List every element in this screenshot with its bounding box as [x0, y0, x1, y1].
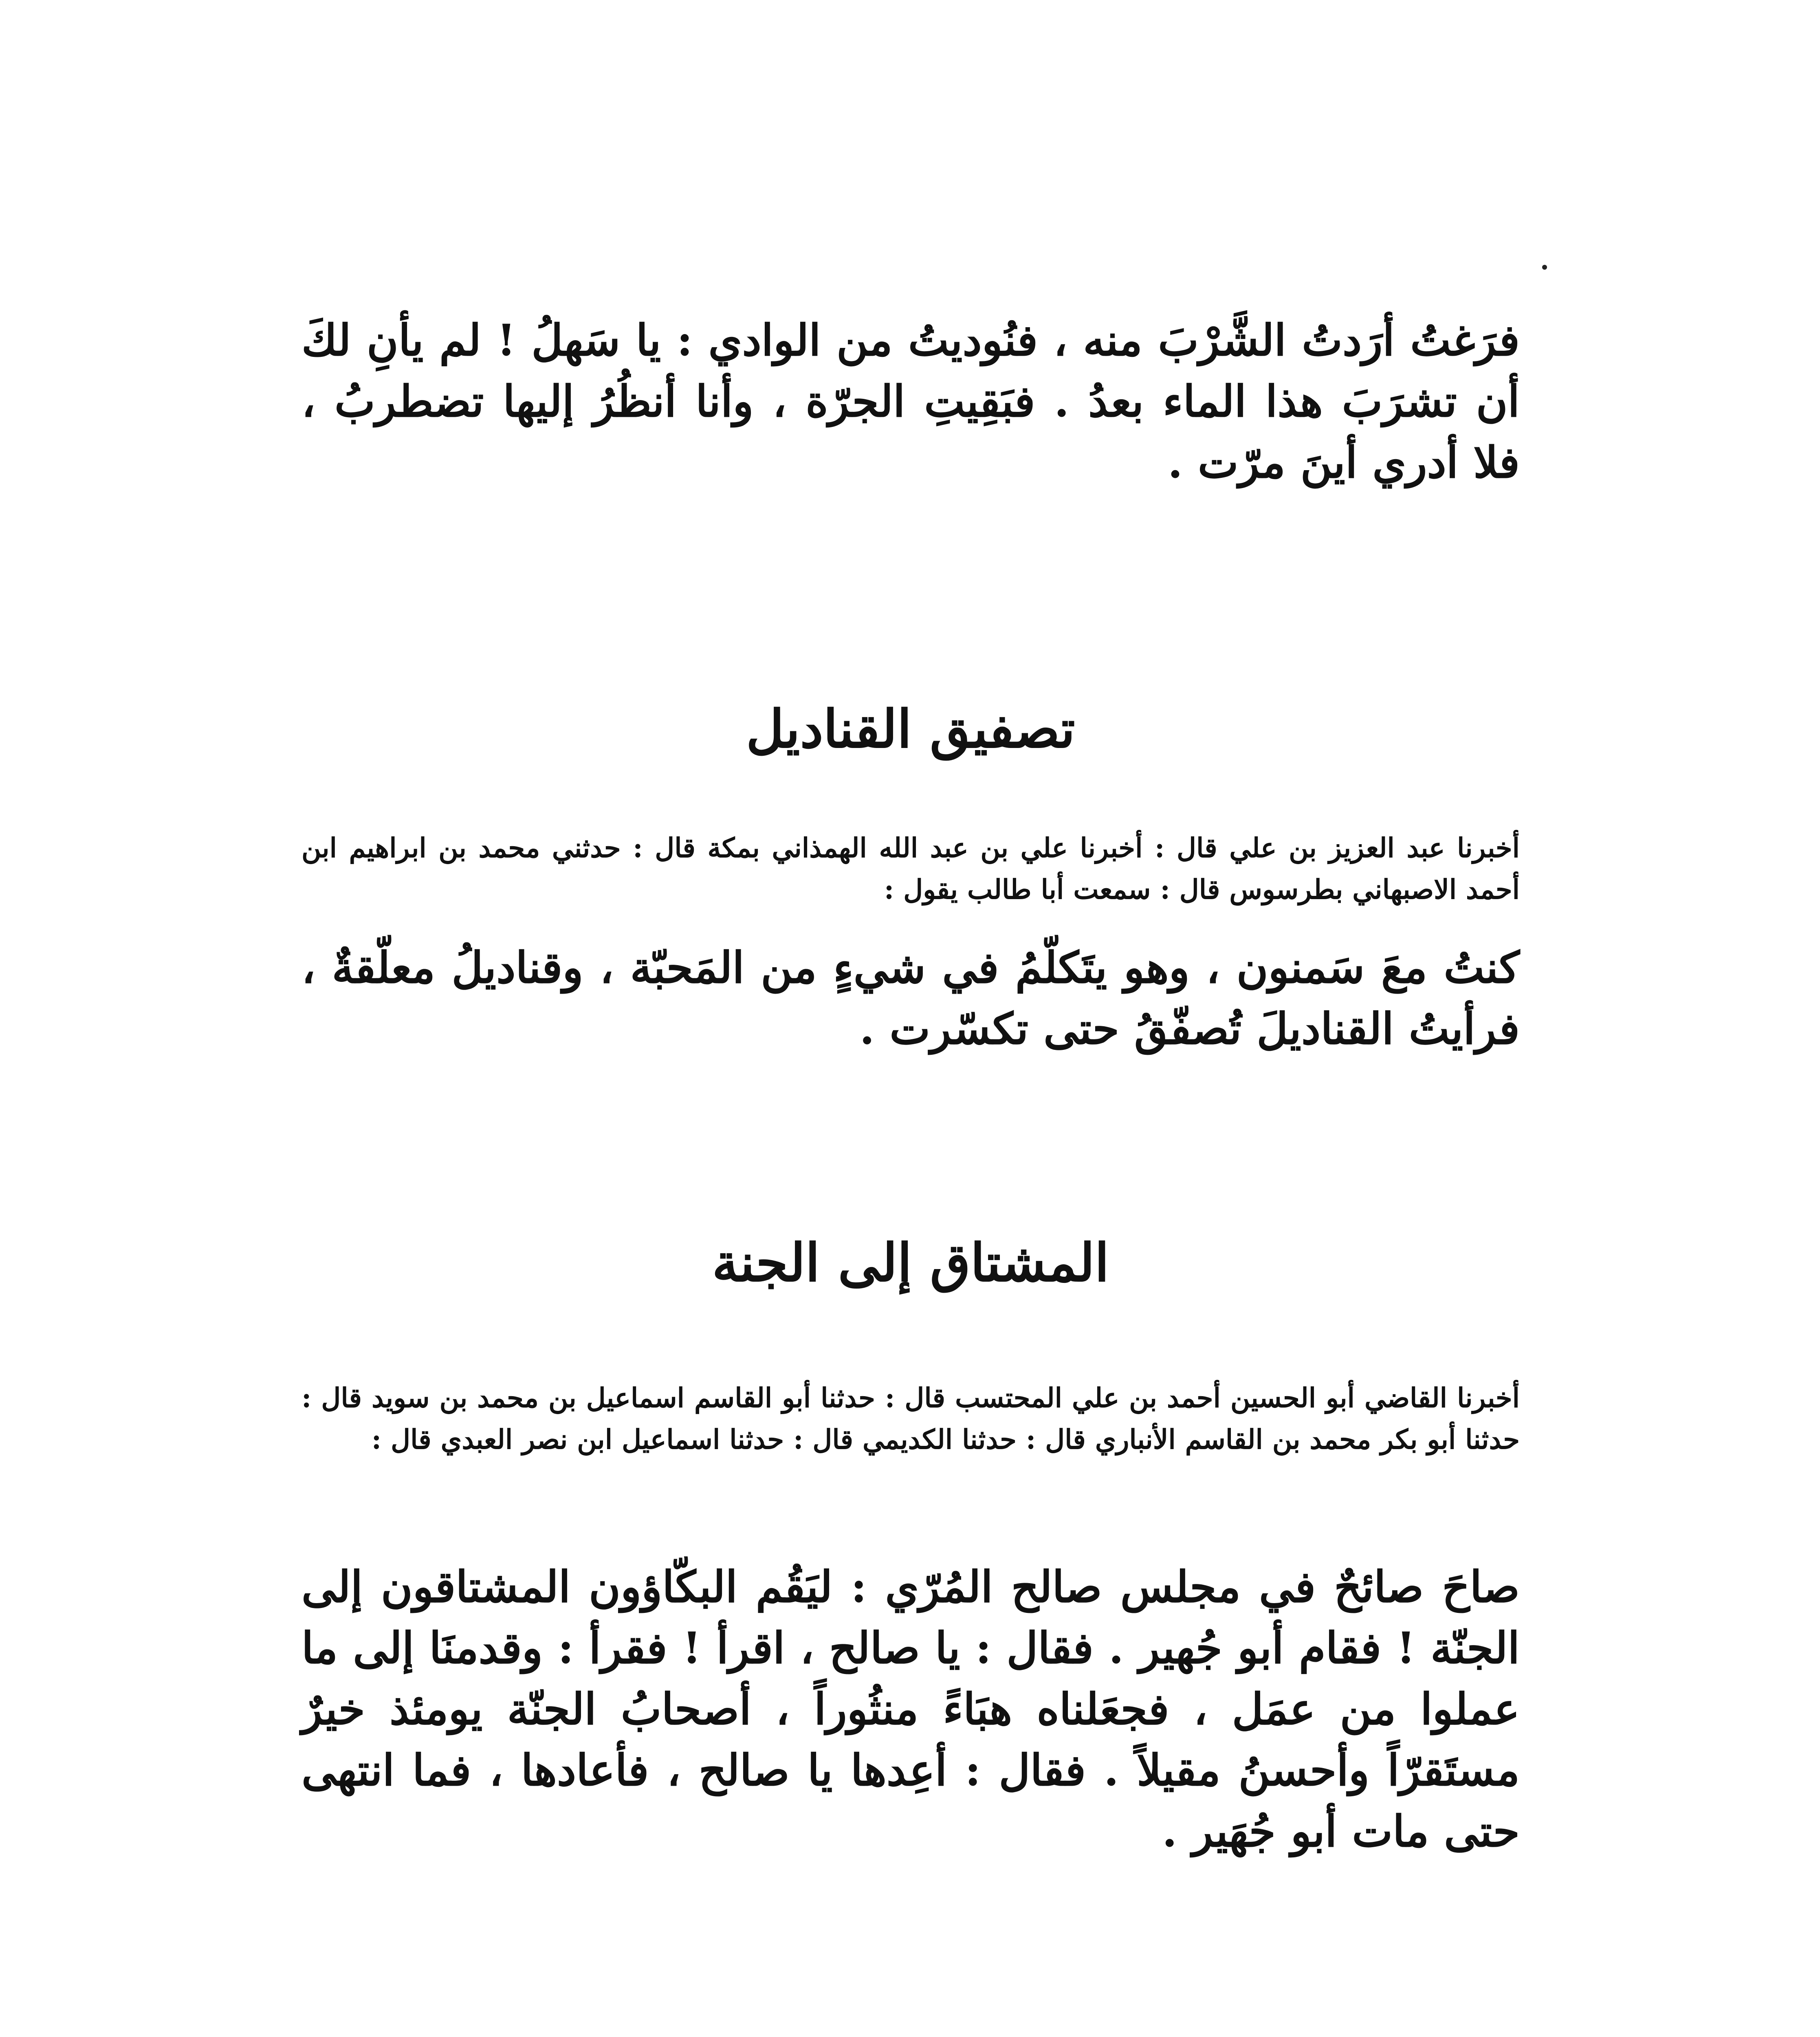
- section-2-isnad: أخبرنا القاضي أبو الحسين أحمد بن علي المحتسب قال : حدثنا أبو القاسم اسماعيل بن محمد بن سويد قال : حدثنا أبو بكر محمد بن القاسم الأنباري قال : حدثنا الكديمي قال : حدثنا اسماعيل ابن نصر العبدي قال :: [301, 1382, 1520, 1455]
- section-title-tasfiq-alqanadil: تصفيق القناديل: [746, 699, 1075, 760]
- section-1-isnad: أخبرنا عبد العزيز بن علي قال : أخبرنا علي بن عبد الله الهمذاني بمكة قال : حدثني محمد بن ابراهيم ابن أحمد الاصبهاني بطرسوس قال : سمعت أبا طالب يقول :: [301, 832, 1520, 905]
- section-2-body-block: [301, 1556, 1520, 1862]
- section-1-isnad-block: [301, 827, 1520, 910]
- section-2-isnad-block: [301, 1377, 1520, 1460]
- section-1-body: كنتُ معَ سَمنون ، وهو يتَكلّمُ في شيءٍ من المَحبّة ، وقناديلُ معلّقةٌ ، فرأيتُ القناديلَ تُصفّقُ حتى تكسّرت .: [301, 942, 1520, 1054]
- section-2-body: صاحَ صائحٌ في مجلس صالح المُرّي : ليَقُم البكّاؤون المشتاقون إلى الجنّة ! فقام أبو جُهير . فقال : يا صالح ، اقرأ ! فقرأ : وقدمنَا إلى ما عملوا من عمَل ، فجعَلناه هبَاءً منثُوراً ، أصحابُ الجنّة يومئذ خيرٌ مستَقرّاً وأحسنُ مقيلاً . فقال : أعِدها يا صالح ، فأعادها ، فما انتهى حتى مات أبو جُهَير .: [301, 1561, 1520, 1857]
- scan-speck: [1542, 265, 1547, 270]
- section-title-almushtaq-ila-aljanna: المشتاق إلى الجنة: [712, 1232, 1109, 1293]
- opening-paragraph: فرَغتُ أرَدتُ الشَّرْبَ منه ، فنُوديتُ من الوادي : يا سَهلُ ! لم يأنِ لكَ أن تشرَبَ هذا الماء بعدُ . فبَقِيتِ الجرّة ، وأنا أنظُرُ إليها تضطربُ ، فلا أدري أينَ مرّت .: [301, 315, 1520, 488]
- section-1-body-block: [301, 937, 1520, 1059]
- opening-paragraph-block: [301, 310, 1520, 493]
